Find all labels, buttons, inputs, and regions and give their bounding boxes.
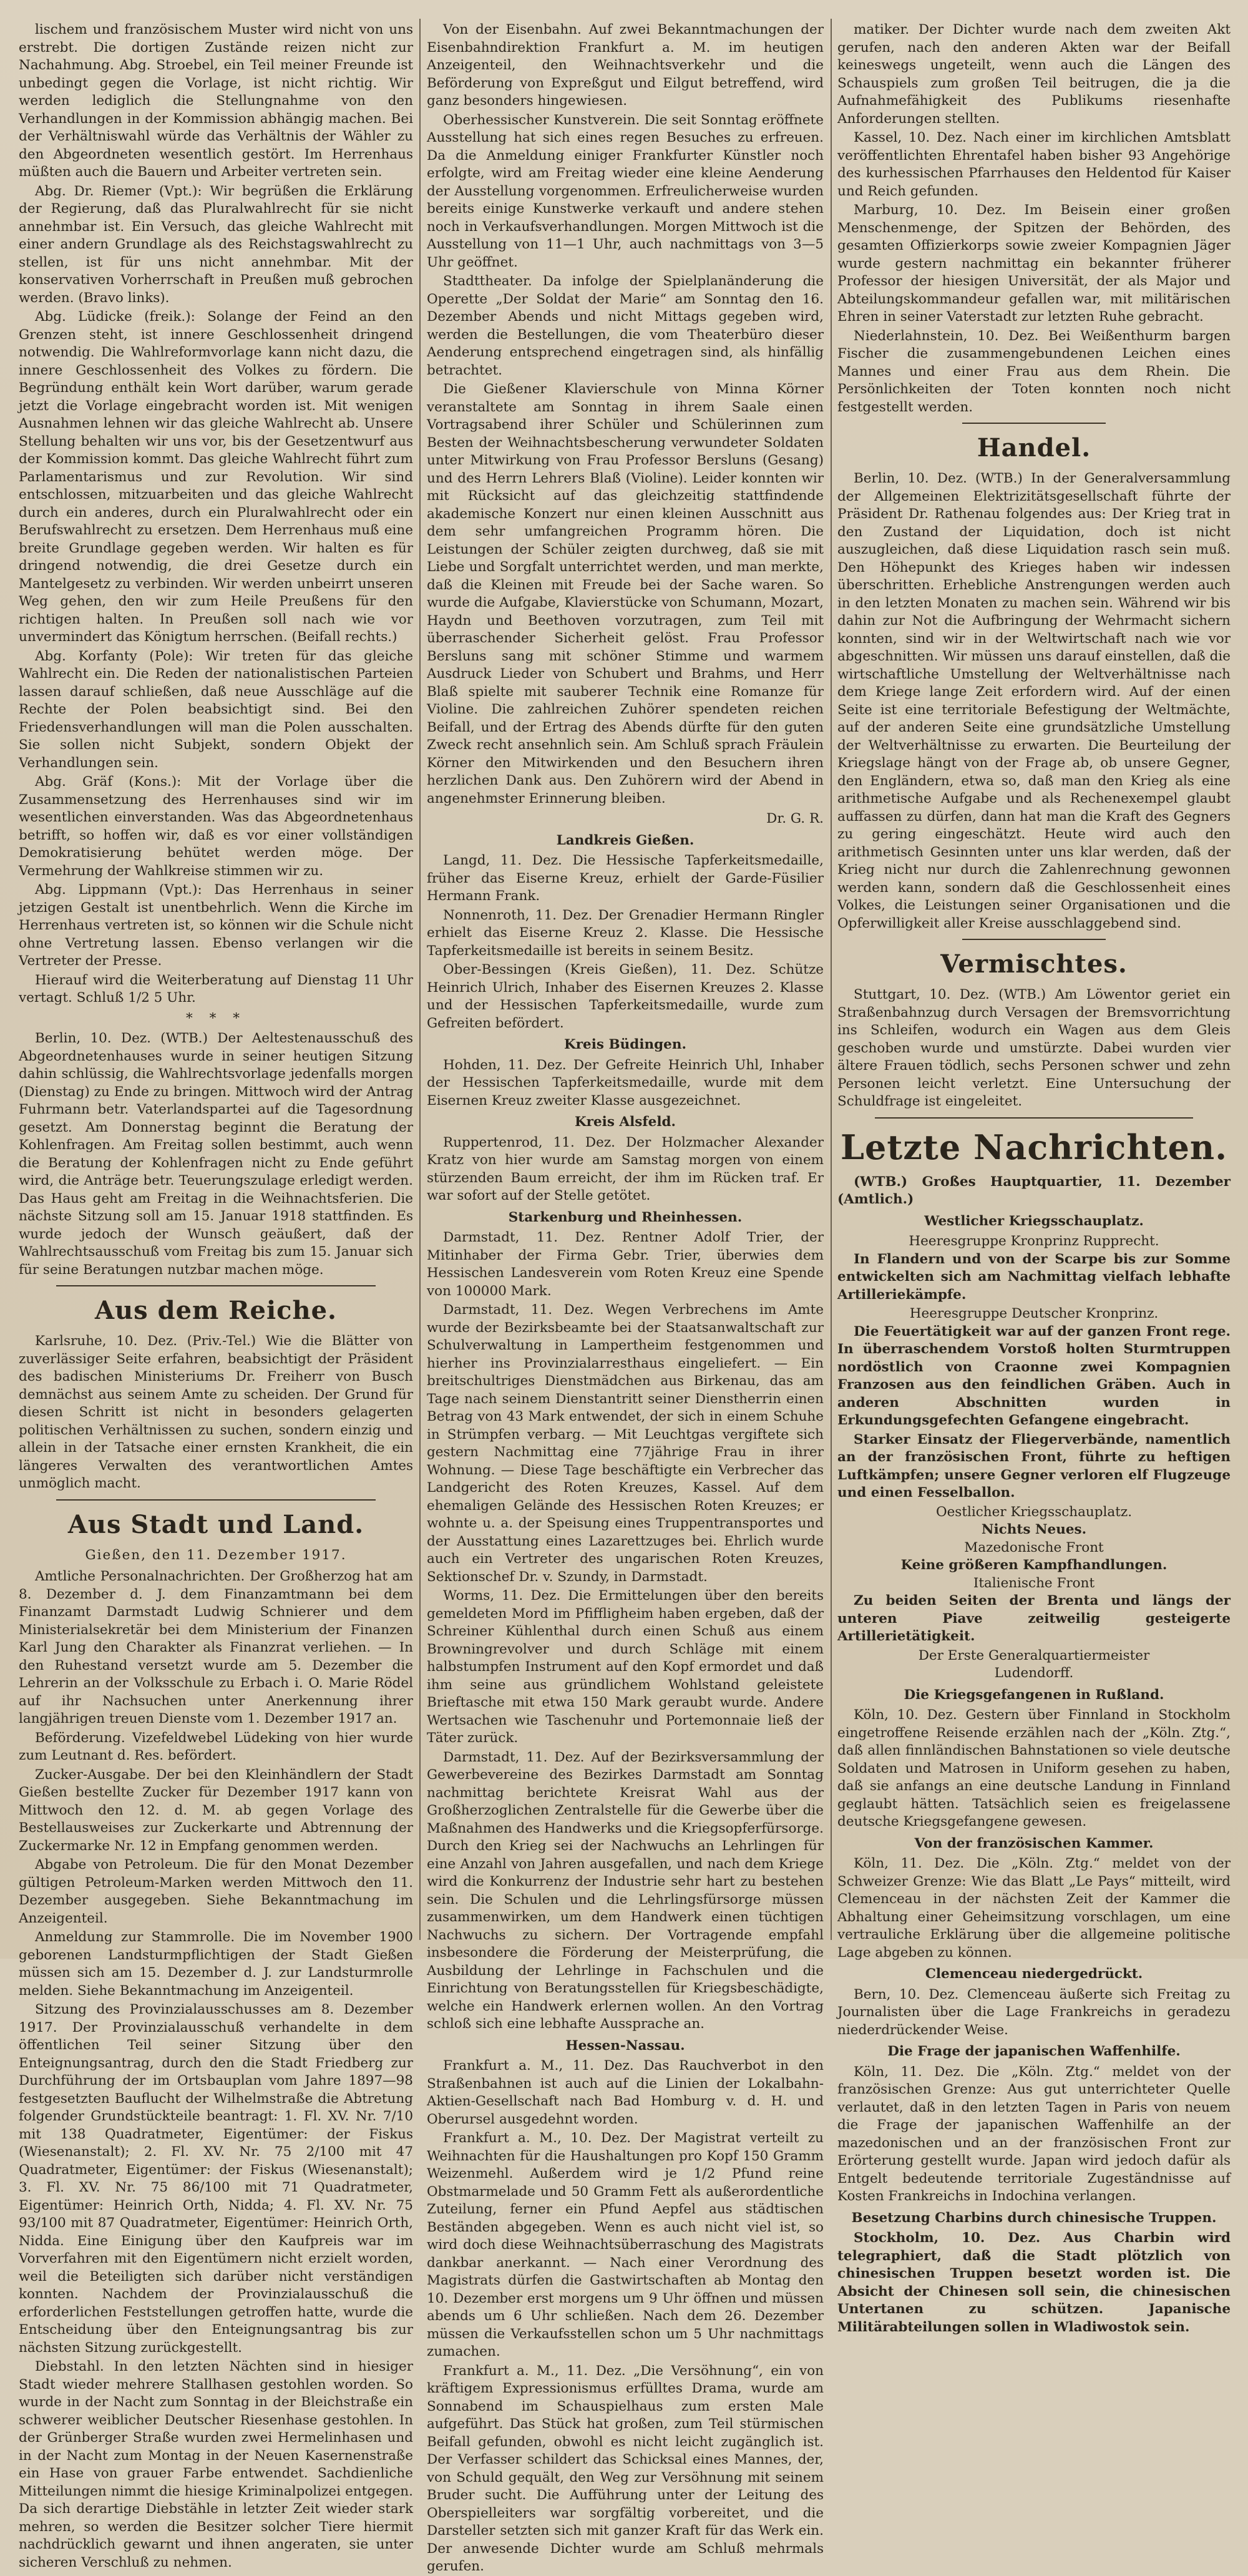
article-paragraph: Köln, 11. Dez. Die „Köln. Ztg.“ meldet von der Schweizer Grenze: Wie das Blatt „Le Pays“ mitteilt, wird Clemenceau in der nächsten Zeit der Kammer die Abhaltung einer Geheimsitzung vorschlagen, um eine vertrauliche Erklärung über die allgemeine politische Lage abgeben zu können. bbox=[837, 1856, 1231, 1961]
article-paragraph: Stuttgart, 10. Dez. (WTB.) Am Löwentor geriet ein Straßenbahnzug durch Versagen der Bremsvorrichtung ins Schleifen, wodurch ein Wagen aus dem Gleis geschoben wurde und umstürzte. Dabei wurden vier ältere Frauen tödlich, sechs Personen schwer und zehn Personen leicht verletzt. Eine Untersuchung der Schuldfrage ist eingeleitet. bbox=[837, 987, 1231, 1109]
section-heading: Aus Stadt und Land. bbox=[67, 1509, 364, 1539]
divider bbox=[56, 1285, 376, 1286]
article-paragraph: Abg. Korfanty (Pole): Wir treten für das gleiche Wahlrecht ein. Die Reden der nationalistischen Parteien lassen darauf schließen, daß neue Ausschläge auf die Rechte der Polen beabsichtigt sind. Bei den Friedensverhandlungen will man die Polen ausschalten. Sie sollen nicht Subjekt, sondern Objekt der Verhandlungen sein. bbox=[19, 648, 413, 771]
report-line: Nichts Neues. bbox=[981, 1522, 1087, 1537]
subsection-heading: Die Frage der japanischen Waffenhilfe. bbox=[887, 2044, 1181, 2059]
section-heading: Aus dem Reiche. bbox=[95, 1296, 337, 1325]
article-paragraph: Ruppertenrod, 11. Dez. Der Holzmacher Alexander Kratz von hier wurde am Samstag morgen von einem stürzenden Baum erreicht, der ihm im Rücken traf. Er war sofort auf der Stelle getötet. bbox=[427, 1134, 824, 1203]
subsection-heading: Besetzung Charbins durch chinesische Truppen. bbox=[851, 2210, 1217, 2226]
section-heading: Vermischtes. bbox=[940, 949, 1128, 979]
article-paragraph: Sitzung des Provinzialausschusses am 8. Dezember 1917. Der Provinzialausschuß verhandelte in dem öffentlichen Teil seiner Sitzung über den Enteignungsantrag, durch den die Stadt Friedberg zur Durchführung der im Ortsbauplan vom Jahre 1897—98 festgesetzten Bauflucht der Wilhelmstraße die Abtretung folgender Grundstückteile beantragt: 1. Fl. XV. Nr. 7/10 mit 138 Quadratmeter, Eigentümer: der Fiskus (Wiesenanstalt); 2. Fl. XV. Nr. 75 2/100 mit 47 Quadratmeter, Eigentümer: der Fiskus (Wiesenanstalt); 3. Fl. XV. Nr. 75 86/100 mit 71 Quadratmeter, Eigentümer: Heinrich Orth, Nidda; 4. Fl. XV. Nr. 75 93/100 mit 87 Quadratmeter, Eigentümer: Heinrich Orth, Nidda. Eine Einigung über den Kaufpreis war im Vorverfahren mit den Eigentümern nicht erzielt worden, weil die Beteiligten sich darüber nicht verständigen konnten. Nachdem der Provinzialausschuß die erforderlichen Feststellungen getroffen hatte, wurde die Entscheidung über den Enteignungsantrag bis zur nächsten Sitzung zurückgestellt. bbox=[19, 2002, 413, 2356]
separator-stars: * * * bbox=[186, 1010, 246, 1026]
article-paragraph: Hohden, 11. Dez. Der Gefreite Heinrich Uhl, Inhaber der Hessischen Tapferkeitsmedaille, wurde mit dem Eisernen Kreuz zweiter Klasse ausgezeichnet. bbox=[427, 1057, 824, 1109]
subsection-heading: Oestlicher Kriegsschauplatz. bbox=[935, 1504, 1133, 1520]
section-heading: Handel. bbox=[977, 433, 1091, 463]
column-2 bbox=[427, 21, 824, 2574]
subsection-heading: Hessen-Nassau. bbox=[565, 2037, 685, 2054]
column-3 bbox=[837, 21, 1231, 2335]
article-paragraph: Frankfurt a. M., 10. Dez. Der Magistrat verteilt zu Weihnachten für die Haushaltungen pro Kopf 150 Gramm Weizenmehl. Außerdem wird je 1/2 Pfund reine Obstmarmelade und 50 Gramm Fett als außerordentliche Zuteilung, ferner ein Pfund Aepfel aus städtischen Beständen abgegeben. Wenn es auch nicht viel ist, so wird doch diese Weihnachtsüberraschung des Magistrats dankbar anerkannt. — Nach einer Verordnung des Magistrats dürfen die Gastwirtschaften ab Montag den 10. Dezember erst morgens um 9 Uhr öffnen und müssen abends um 6 Uhr schließen. Nach dem 26. Dezember müssen die Verkaufsstellen schon um 5 Uhr nachmittags zumachen. bbox=[427, 2130, 824, 2359]
article-paragraph: Beförderung. Vizefeldwebel Lüdeking von hier wurde zum Leutnant d. Res. befördert. bbox=[19, 1730, 413, 1763]
article-paragraph: Worms, 11. Dez. Die Ermittelungen über den bereits gemeldeten Mord im Pfiffligheim haben ergeben, daß der Schreiner Kühlenthal durch einen Schuß aus einem Browningrevolver und durch Schläge mit einem halbstumpfen Instrument auf den Kopf ermordet und daß ihm seine aus gründlichem Wohlstand geleistete Brieftasche mit etwa 150 Mark geraubt wurde. Andere Wertsachen wie Taschenuhr und Portemonnaie ließ der Täter zurück. bbox=[427, 1588, 824, 1746]
article-paragraph: Abgabe von Petroleum. Die für den Monat Dezember gültigen Petroleum-Marken werden Mittwoch den 11. Dezember ausgegeben. Siehe Bekanntmachung im Anzeigenteil. bbox=[19, 1857, 413, 1926]
article-paragraph: matiker. Der Dichter wurde nach dem zweiten Akt gerufen, nach den anderen Akten war der Beifall keineswegs ungeteilt, wenn auch die Längen des Schauspiels zum großen Teil beitrugen, die ja die Aufnahmefähigkeit des Publikums riesenhafte Anforderungen stellten. bbox=[837, 22, 1231, 127]
article-paragraph: Von der Eisenbahn. Auf zwei Bekanntmachungen der Eisenbahndirektion Frankfurt a. M. im heutigen Anzeigenteil, den Weihnachtsverkehr und die Beförderung von Expreßgut und Eilgut betreffend, wird ganz besonders hingewiesen. bbox=[427, 22, 824, 109]
subsection-heading: Kreis Alsfeld. bbox=[574, 1114, 676, 1130]
column-rule bbox=[831, 19, 832, 1940]
article-paragraph: Amtliche Personalnachrichten. Der Großherzog hat am 8. Dezember d. J. dem Finanzamtmann bei dem Finanzamt Darmstadt Ludwig Schnierer und dem Ministerialsekretär bei dem Ministerium der Finanzen Karl Jung den Charakter als Finanzrat verliehen. — In den Ruhestand versetzt wurde am 5. Dezember die Lehrerin an der Volksschule zu Erbach i. O. Marie Rödel auf ihr Nachsuchen unter Anerkennung ihrer langjährigen treuen Dienste vom 1. Dezember 1917 an. bbox=[19, 1569, 413, 1726]
article-paragraph: Karlsruhe, 10. Dez. (Priv.-Tel.) Wie die Blätter von zuverlässiger Seite erfahren, beabsichtigt der Präsident des badischen Ministeriums Dr. Freiherr von Busch demnächst aus seinem Amte zu scheiden. Der Grund für diesen Schritt ist nicht in besonders gelagerten politischen Verhältnissen zu suchen, sondern einzig und allein in der Tatsache einer ernsten Krankheit, die ein längeres Verwalten des verantwortlichen Amtes unmöglich macht. bbox=[19, 1333, 413, 1491]
divider bbox=[56, 1499, 376, 1501]
signature-name: Ludendorff. bbox=[994, 1665, 1074, 1681]
article-paragraph: Abg. Dr. Riemer (Vpt.): Wir begrüßen die Erklärung der Regierung, daß das Pluralwahlrecht für sie nicht annehmbar ist. Ein Versuch, das gleiche Wahlrecht mit einer andern Grundlage als des Reichstagswahlrecht zu stellen, ist für uns nicht annehmbar. Mit der konservativen Vorherrschaft in Preußen muß gebrochen werden. (Bravo links). bbox=[19, 183, 413, 306]
article-paragraph: Langd, 11. Dez. Die Hessische Tapferkeitsmedaille, früher das Eiserne Kreuz, erhielt der Garde-Füsilier Hermann Frank. bbox=[427, 853, 824, 904]
article-paragraph: Stockholm, 10. Dez. Aus Charbin wird telegraphiert, daß die Stadt plötzlich von chinesischen Truppen besetzt worden ist. Die Absicht der Chinesen soll sein, die chinesischen Untertanen zu schützen. Japanische Militärabteilungen sollen in Wladiwostok sein. bbox=[837, 2230, 1231, 2335]
subsection-heading: Clemenceau niedergedrückt. bbox=[925, 1966, 1143, 1982]
article-paragraph: Hierauf wird die Weiterberatung auf Dienstag 11 Uhr vertagt. Schluß 1/2 5 Uhr. bbox=[19, 972, 413, 1006]
article-paragraph: Abg. Gräf (Kons.): Mit der Vorlage über die Zusammensetzung des Herrenhauses sind wir im wesentlichen einverstanden. Was das Abgeordnetenhaus betrifft, so hoffen wir, daß es vor einer vollständigen Demokratisierung behütet werden möge. Der Vermehrung der Wahlkreise stimmen wir zu. bbox=[19, 774, 413, 879]
article-paragraph: Diebstahl. In den letzten Nächten sind in hiesiger Stadt wieder mehrere Stallhasen gestohlen worden. So wurde in der Nacht zum Sonntag in der Bleichstraße ein schwerer weiblicher Deutscher Riesenhase gestohlen. In der Grünberger Straße wurden zwei Hermelinhasen und in der Nacht zum Montag in der Neuen Kasernenstraße ein Hase von grauer Farbe entwendet. Sachdienliche Mitteilungen nimmt die hiesige Kriminalpolizei entgegen. Da sich derartige Diebstähle in letzter Zeit wieder stark mehren, so werden die Besitzer solcher Tiere hiermit nachdrücklich gewarnt und ihnen angeraten, sie unter sicheren Verschluß zu nehmen. bbox=[19, 2359, 413, 2570]
report-line: Keine größeren Kampfhandlungen. bbox=[900, 1557, 1168, 1573]
article-paragraph: Anmeldung zur Stammrolle. Die im November 1900 geborenen Landsturmpflichtigen der Stadt Gießen müssen sich am 15. Dezember d. J. zur Landsturmrolle melden. Siehe Bekanntmachung im Anzeigenteil. bbox=[19, 1929, 413, 1999]
author-signature: Dr. G. R. bbox=[766, 811, 824, 826]
article-paragraph: Darmstadt, 11. Dez. Wegen Verbrechens im Amte wurde der Bezirksbeamte bei der Staatsanwaltschaft zur Schulverwaltung in Lampertheim festgenommen und hierher ins Provinzialarresthaus eingeliefert. — Ein breitschultriges Dienstmädchen aus Birkenau, das am Tage nach seinem Dienstantritt seiner Dienstherrin einen Betrag von 43 Mark entwendet, der sich in einem Schuhe in Strümpfen verbarg. — Mit Leuchtgas vergiftete sich gestern Nachmittag eine 77jährige Frau in ihrer Wohnung. — Diese Tage beschäftigte ein Verbrecher das Landgericht des Roten Kreuzes, Kassel. Auf dem ehemaligen Gelände des Hessischen Roten Kreuzes; er wohnte u. a. der Speisung eines Truppentransportes und der Ausstattung eines Lazarettzuges bei. Ehrlich wurde auch ein Vertreter des ungarischen Roten Kreuzes, Sektionschef Dr. v. Szundy, in Darmstadt. bbox=[427, 1302, 824, 1585]
article-paragraph: Frankfurt a. M., 11. Dez. Das Rauchverbot in den Straßenbahnen ist auch auf die Linien der Lokalbahn-Aktien-Gesellschaft nach Bad Homburg v. d. H. und Oberursel ausgedehnt worden. bbox=[427, 2058, 824, 2127]
article-paragraph: lischem und französischem Muster wird nicht von uns erstrebt. Die dortigen Zustände reizen nicht zur Nachahmung. Abg. Stroebel, ein Teil meiner Freunde ist unbedingt gegen die Vorlage, ist nicht richtig. Wir werden lediglich die Stellungnahme von den Verhandlungen in der Kommission abhängig machen. Bei der Verhältniswahl würde das Verhältnis der Wähler zu den Abgeordneten wesentlich gestört. Im Herrenhaus müßten auch die Bauern und Arbeiter vertreten sein. bbox=[19, 22, 413, 180]
article-paragraph: Marburg, 10. Dez. Im Beisein einer großen Menschenmenge, der Spitzen der Behörden, des gesamten Offizierkorps sowie zweier Kompagnien Jäger wurde gestern nachmittag ein bekannter früherer Professor der hiesigen Universität, der als Major und Abteilungskommandeur gefallen war, mit militärischen Ehren in seiner Vaterstadt zur letzten Ruhe gebracht. bbox=[837, 202, 1231, 325]
divider bbox=[962, 939, 1106, 940]
article-paragraph: Köln, 10. Dez. Gestern über Finnland in Stockholm eingetroffene Reisende erzählen nach der „Köln. Ztg.“, daß allen finnländischen Bahnstationen so viele deutsche Soldaten und Matrosen in Uniform gesehen zu haben, daß sie anfangs an eine deutsche Landung in Finnland geglaubt hätten. Tatsächlich seien es freigelassene deutsche Kriegsgefangene gewesen. bbox=[837, 1707, 1231, 1829]
article-paragraph: Köln, 11. Dez. Die „Köln. Ztg.“ meldet von der französischen Grenze: Aus gut unterrichteter Quelle verlautet, daß in den letzten Tagen in Paris von neuem die Frage der japanischen Waffenhilfe an der mazedonischen und an der französischen Front zur Erörterung gestellt wurde. Japan wird jedoch dafür als Entgelt bedeutende territoriale Zugeständnisse auf Kosten Frankreichs in Indochina verlangen. bbox=[837, 2064, 1231, 2204]
article-paragraph: In Flandern und von der Scarpe bis zur Somme entwickelten sich am Nachmittag vielfach lebhafte Artilleriekämpfe. bbox=[837, 1251, 1231, 1303]
divider bbox=[875, 1117, 1193, 1119]
article-paragraph: (WTB.) Großes Hauptquartier, 11. Dezember (Amtlich.) bbox=[837, 1173, 1231, 1207]
article-paragraph: Stadttheater. Da infolge der Spielplanänderung die Operette „Der Soldat der Marie“ am Sonntag den 16. Dezember Abends und nicht Mittags gegeben wird, werden die Bestellungen, die vom Theaterbüro dieser Aenderung entsprechend eingetragen sind, als hinfällig betrachtet. bbox=[427, 273, 824, 378]
article-paragraph: Bern, 10. Dez. Clemenceau äußerte sich Freitag zu Journalisten über die Lage Frankreichs in geradezu niederdrückender Weise. bbox=[837, 1986, 1231, 2038]
article-paragraph: Zu beiden Seiten der Brenta und längs der unteren Piave zeitweilig gesteigerte Artillerietätigkeit. bbox=[837, 1593, 1231, 1644]
article-paragraph: Kassel, 10. Dez. Nach einer im kirchlichen Amtsblatt veröffentlichten Ehrentafel haben bisher 93 Angehörige des kurhessischen Pfarrhauses den Heldentod für Kaiser und Reich gefunden. bbox=[837, 130, 1231, 199]
subsection-heading: Mazedonische Front bbox=[964, 1539, 1104, 1555]
article-paragraph: Starker Einsatz der Fliegerverbände, namentlich an der französischen Front, führte zu heftigen Luftkämpfen; unsere Gegner verloren elf Flugzeuge und einen Fesselballon. bbox=[837, 1431, 1231, 1501]
subsection-heading: Heeresgruppe Kronprinz Rupprecht. bbox=[909, 1233, 1159, 1249]
column-rule bbox=[419, 19, 421, 1940]
subsection-heading: Kreis Büdingen. bbox=[564, 1037, 686, 1052]
subsection-heading: Heeresgruppe Deutscher Kronprinz. bbox=[909, 1306, 1159, 1321]
subsection-heading: Von der französischen Kammer. bbox=[914, 1835, 1154, 1851]
dateline: Gießen, den 11. Dezember 1917. bbox=[85, 1547, 347, 1563]
article-paragraph: Oberhessischer Kunstverein. Die seit Sonntag eröffnete Ausstellung hat sich eines regen Besuches zu erfreuen. Da die Anmeldung einiger Frankfurter Künstler noch erfolgte, wird am Freitag wieder eine kleine Aenderung der Ausstellung vorgenommen. Erfreulicherweise wurden bereits einige Kunstwerke verkauft und andere stehen noch in Verkaufsverhandlungen. Morgen Mittwoch ist die Ausstellung von 11—1 Uhr, auch nachmittags von 3—5 Uhr geöffnet. bbox=[427, 112, 824, 270]
subsection-heading: Landkreis Gießen. bbox=[556, 832, 695, 848]
signature-title: Der Erste Generalquartiermeister bbox=[918, 1647, 1150, 1663]
article-paragraph: Berlin, 10. Dez. (WTB.) Der Aeltestenausschuß des Abgeordnetenhauses wurde in seiner heutigen Sitzung dahin schlüssig, die Wahlrechtsvorlage jedenfalls morgen (Dienstag) zu Ende zu bringen. Mittwoch wird der Antrag Fuhrmann betr. Vaterlandspartei auf die Tagesordnung gesetzt. Am Donnerstag beginnt die Beratung der Kohlenfragen. Am Freitag sollen bestimmt, auch wenn die Beratung der Kohlenfragen nicht zu Ende geführt wird, die Anträge betr. Teuerungszulage erledigt werden. Das Haus geht am Freitag in die Weihnachtsferien. Die nächste Sitzung soll am 15. Januar 1918 stattfinden. Es wurde jedoch der Wunsch geäußert, daß der Wahlrechtsausschuß vom Freitag bis zum 15. Januar sich für seine Beratungen nutzbar machen möge. bbox=[19, 1031, 413, 1278]
article-paragraph: Darmstadt, 11. Dez. Auf der Bezirksversammlung der Gewerbevereine des Bezirkes Darmstadt am Sonntag nachmittag berichtete Kreisrat Wahl aus der Großherzoglichen Zentralstelle für die Gewerbe über die Maßnahmen des Handwerks und die Kriegsopferfürsorge. Durch den Krieg sei der Nachwuchs an Lehrlingen für eine Anzahl von Jahren ausgefallen, und nach dem Kriege wird die Konkurrenz der Industrie sehr hart zu bestehen sein. Die Schulen und die Lehrlingsfürsorge müssen zusammenwirken, um dem Handwerk einen tüchtigen Nachwuchs zu sichern. Der Vortragende empfahl insbesondere die Förderung der Meisterprüfung, die Ausbildung der Lehrlinge in Fachschulen und die Einrichtung von Beratungsstellen für Kriegsbeschädigte, welche ein Handwerk erlernen wollen. An den Vortrag schloß sich eine lebhafte Aussprache an. bbox=[427, 1749, 824, 2032]
article-paragraph: Zucker-Ausgabe. Der bei den Kleinhändlern der Stadt Gießen bestellte Zucker für Dezember 1917 kann von Mittwoch den 12. d. M. ab gegen Vorlage des Bestellausweises zur Zuckerkarte und Abtrennung der Zuckermarke Nr. 12 in Empfang genommen werden. bbox=[19, 1766, 413, 1854]
article-paragraph: Berlin, 10. Dez. (WTB.) In der Generalversammlung der Allgemeinen Elektrizitätsgesellschaft führte der Präsident Dr. Rathenau folgendes aus: Der Krieg trat in den Zustand der Liquidation, doch ist nicht auszugleichen, daß diese Liquidation rasch sein muß. Den Höhepunkt des Krieges haben wir indessen überschritten. Erhebliche Anstrengungen werden auch in den letzten Monaten zu machen sein. Während wir bis dahin zur Not die Aufbringung der Wehrmacht sichern konnten, sind wir in der Weltwirtschaft nach wie vor abgeschnitten. Wir müssen uns darauf einstellen, daß die wirtschaftliche Umstellung der Weltverhältnisse nach dem Kriege lange Zeit erfordern wird. Auf der einen Seite ist eine territoriale Befestigung der Weltmächte, auf der anderen Seite eine grundsätzliche Umstellung der Weltverhältnisse zu erwarten. Die Beurteilung der Kriegslage hängt von der Frage ab, ob unsere Gegner, den Engländern, etwa so, daß man den Krieg als eine arithmetische Aufgabe und als Rechenexempel glaubt auffassen zu dürfen, dann hat man die Kraft des Gegners zu gering eingeschätzt. Heute wird auch den arithmetisch Gesinnten unter uns klar werden, daß der Krieg nicht nur durch die Zahlenrechnung gewonnen werden kann, sondern daß die Geschlossenheit eines Volkes, die Leistungen seiner Organisationen und die Opferwilligkeit aller Kreise ausschlaggebend sind. bbox=[837, 471, 1231, 931]
article-paragraph: Die Feuertätigkeit war auf der ganzen Front rege. In überraschendem Vorstoß holten Sturmtruppen nordöstlich von Craonne zwei Kompagnien Franzosen aus den feindlichen Gräben. Auch in anderen Abschnitten wurden in Erkundungsgefechten Gefangene eingebracht. bbox=[837, 1323, 1231, 1428]
article-paragraph: Abg. Lüdicke (freik.): Solange der Feind an den Grenzen steht, ist innere Geschlossenheit dringend notwendig. Die Wahlreformvorlage kann nicht dazu, die innere Geschlossenheit des Volkes zu fördern. Die Begründung enthält kein Wort darüber, warum gerade jetzt die Vorlage eingebracht worden ist. Mit wenigen Ausnahmen lehnen wir das gleiche Wahlrecht ab. Unsere Stellung behalten wir uns vor, bis der Gesetzentwurf aus der Kommission kommt. Das gleiche Wahlrecht führt zum Parlamentarismus und zur Revolution. Wir sind entschlossen, mitzuarbeiten und das gleiche Wahlrecht durch ein anderes, durch ein Pluralwahlrecht oder ein Berufswahlrecht zu ersetzen. Dem Herrenhaus muß eine breite Grundlage gegeben werden. Wir halten es für dringend notwendig, die drei Gesetze durch ein Mantelgesetz zu verbinden. Wir werden unbeirrt unseren Weg gehen, den wir zum Heile Preußens für den richtigen halten. In Preußen soll nach wie vor unvermindert das Königtum herrschen. (Beifall rechts.) bbox=[19, 309, 413, 645]
article-paragraph: Die Gießener Klavierschule von Minna Körner veranstaltete am Sonntag in ihrem Saale einen Vortragsabend ihrer Schüler und Schülerinnen zum Besten der Weihnachtsbescherung verwundeter Soldaten unter Mitwirkung von Frau Professor Bersluns (Gesang) und des Herrn Lehrers Blaß (Violine). Leider konnten wir mit Rücksicht auf das gleichzeitig stattfindende akademische Konzert nur einen kleinen Ausschnitt aus dem sehr umfangreichen Programm hören. Die Leistungen der Schüler zeigten durchweg, daß sie mit Liebe und Sorgfalt unterrichtet werden, und man merkte, daß die Kleinen mit Freude bei der Sache waren. So wurde die Aufgabe, Klavierstücke von Schumann, Mozart, Haydn und Beethoven vorzutragen, zum Teil mit überraschender Sicherheit gelöst. Frau Professor Bersluns sang mit schöner Stimme und warmem Ausdruck Lieder von Schubert und Brahms, und Herr Blaß spielte mit sauberer Technik eine Romanze für Violine. Die zahlreichen Zuhörer spendeten reichen Beifall, und der Ertrag des Abends dürfte für den guten Zweck recht ansehnlich sein. Am Schluß sprach Fräulein Körner den Mitwirkenden und den Besuchern ihren herzlichen Dank aus. Den Zuhörern wird der Abend in angenehmster Erinnerung bleiben. bbox=[427, 381, 824, 806]
article-paragraph: Abg. Lippmann (Vpt.): Das Herrenhaus in seiner jetzigen Gestalt ist unentbehrlich. Wenn die Kirche im Herrenhaus vertreten ist, so können wir die Schule nicht ohne Vertretung lassen. Ebenso verlangen wir die Vertreter der Presse. bbox=[19, 882, 413, 969]
article-paragraph: Nonnenroth, 11. Dez. Der Grenadier Hermann Ringler erhielt das Eiserne Kreuz 2. Klasse. Die Hessische Tapferkeitsmedaille ist bereits in seinem Besitz. bbox=[427, 907, 824, 959]
subsection-heading: Starkenburg und Rheinhessen. bbox=[508, 1209, 743, 1225]
article-paragraph: Frankfurt a. M., 11. Dez. „Die Versöhnung“, ein von kräftigem Expressionismus erfülltes Drama, wurde am Sonnabend im Schauspielhaus zum ersten Male aufgeführt. Das Stück hat großen, zum Teil stürmischen Beifall gefunden, obwohl es nicht leicht zugänglich ist. Der Verfasser schildert das Schicksal eines Mannes, der, von Schuld gequält, den Weg zur Versöhnung mit seinem Bruder sucht. Die Aufführung unter der Leitung des Oberspielleiters war sorgfältig vorbereitet, und die Darsteller setzten sich mit ganzer Kraft für das Werk ein. Der anwesende Dichter wurde am Schluß mehrmals gerufen. bbox=[427, 2363, 824, 2574]
divider bbox=[962, 423, 1106, 424]
section-heading: Letzte Nachrichten. bbox=[841, 1127, 1227, 1167]
article-paragraph: Darmstadt, 11. Dez. Rentner Adolf Trier, der Mitinhaber der Firma Gebr. Trier, überwies dem Hessischen Landesverein vom Roten Kreuz eine Spende von 100000 Mark. bbox=[427, 1230, 824, 1299]
column-1 bbox=[19, 21, 413, 2570]
article-paragraph: Ober-Bessingen (Kreis Gießen), 11. Dez. Schütze Heinrich Ulrich, Inhaber des Eisernen Kreuzes 2. Klasse und der Hessischen Tapferkeitsmedaille, wurde zum Gefreiten befördert. bbox=[427, 962, 824, 1031]
article-paragraph: Niederlahnstein, 10. Dez. Bei Weißenthurm bargen Fischer die zusammengebundenen Leichen eines Mannes und einer Frau aus dem Rhein. Die Persönlichkeiten der Toten konnten noch nicht festgestellt werden. bbox=[837, 328, 1231, 415]
subsection-heading: Italienische Front bbox=[973, 1575, 1095, 1591]
subsection-heading: Die Kriegsgefangenen in Rußland. bbox=[904, 1687, 1164, 1703]
subsection-heading: Westlicher Kriegsschauplatz. bbox=[924, 1213, 1144, 1229]
